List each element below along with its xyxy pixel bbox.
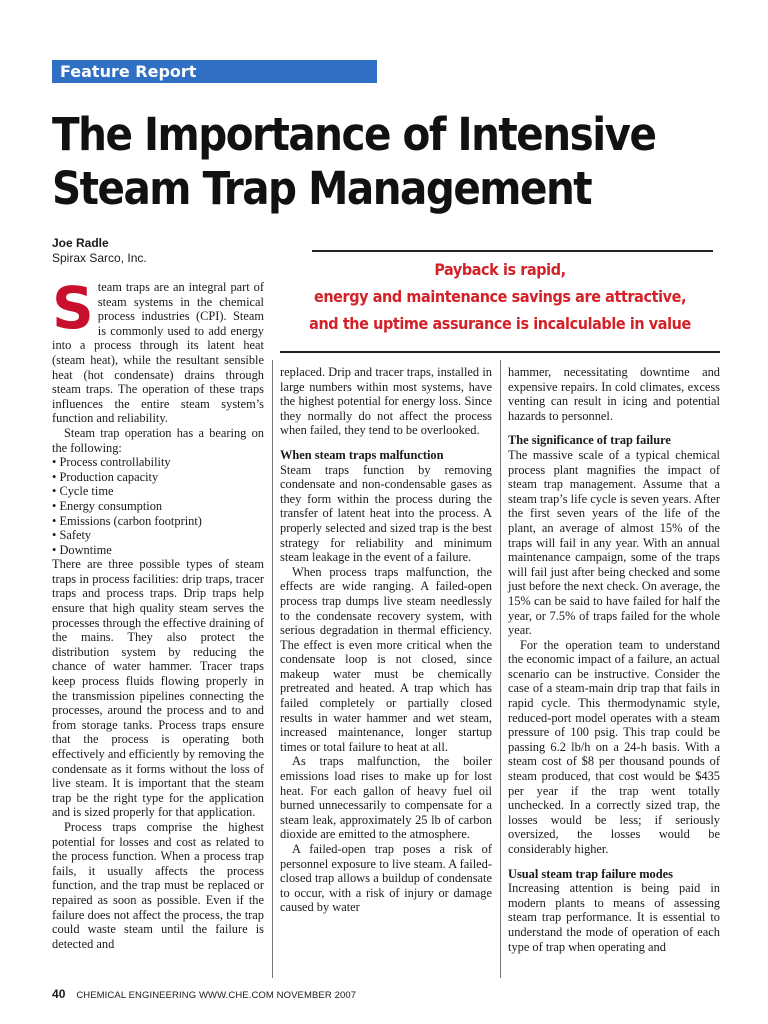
col3-paragraph-1: hammer, necessitating downtime and expensive repairs. In cold climates, excess venting can result in icing and potential hazards to personnel.	[508, 365, 720, 423]
article-title	[52, 108, 742, 216]
section-heading: The significance of trap failure	[508, 433, 671, 448]
page-number: 40	[52, 987, 66, 1001]
drop-cap: S	[52, 274, 94, 342]
author-name: Joe Radle	[52, 236, 109, 250]
deck-line-2: energy and maintenance savings are attractive,	[313, 287, 687, 306]
deck-line-1: Payback is rapid,	[434, 260, 566, 279]
title-line-2: Steam Trap Management	[52, 162, 592, 215]
column-3	[508, 365, 720, 954]
byline	[52, 236, 147, 266]
deck	[288, 256, 712, 337]
section-heading: Usual steam trap failure modes	[508, 866, 673, 881]
col1-paragraph-3: There are three possible types of steam traps in process facilities: drip traps, tracer traps and process traps. Drip traps help ensure that high quality steam serves the processes through the effective draining of the mains. They also protect the distribution system by reducing the chance of water hammer. Tracer traps keep process fluids flowing properly in the transmission pipelines connecting the processes, around the process and to and from storage tanks. Process traps ensure that the process is operating both effectively and efficiently by removing the condensate as it forms without the loss of live steam. It is important that the steam trap be the right type for the application and is sized properly for that application.	[52, 557, 264, 820]
list-item: • Production capacity	[52, 470, 264, 485]
list-item: • Cycle time	[52, 484, 264, 499]
col1-paragraph-2: Steam trap operation has a bearing on the following:	[52, 425, 264, 455]
list-item: • Emissions (carbon footprint)	[52, 514, 264, 529]
col3-paragraph-3: For the operation team to understand the economic impact of a failure, an actual scenario can be instructive. Consider the case of a steam-main drip trap that fails in rapid cycle. This thermodynamic style, reduced-port model operates with a steam pressure of 100 psig. This trap could be passing 6.2 lb/h on a 24-h basis. With a steam cost of $8 per thousand pounds of steam produced, that cost would be $435 per year if the trap went totally unchecked. In a correctly sized trap, the losses would be less; if seriously oversized, the losses would be considerably higher.	[508, 637, 720, 856]
section-heading: When steam traps malfunction	[280, 447, 444, 462]
author-org: Spirax Sarco, Inc.	[52, 251, 147, 265]
col2-paragraph-2: Steam traps function by removing condensate and non-condensable gases as they form within the process during the transfer of latent heat into the process. A properly selected and sized trap is the best strategy for reliability and minimum steam leakage in the event of a failure.	[280, 462, 492, 565]
title-line-1: The Importance of Intensive	[52, 108, 656, 161]
list-item: • Process controllability	[52, 455, 264, 470]
col2-paragraph-4: As traps malfunction, the boiler emissions load rises to make up for lost heat. For each gallon of heavy fuel oil burned unnecessarily to compensate for a steam leak, approximately 25 lb of carbon dioxide are emitted to the atmosphere.	[280, 754, 492, 842]
list-item: • Downtime	[52, 543, 264, 558]
publication-info: CHEMICAL ENGINEERING WWW.CHE.COM NOVEMBER 2007	[76, 990, 357, 1001]
deck-rule-top	[312, 250, 713, 252]
column-1	[52, 274, 264, 951]
col3-paragraph-2: The massive scale of a typical chemical process plant magnifies the impact of steam trap management. Assume that a steam trap’s life cycle is seven years. After the first seven years of the life of the plant, an average of almost 15% of the traps will fail in any year. With an annual maintenance campaign, some of the traps will fail just after being checked and some just before the next check. On average, the 15% can be said to have failed for half the year, or 7.5% of traps failed for the whole year.	[508, 447, 720, 638]
column-divider	[500, 360, 501, 978]
page-footer	[52, 987, 356, 1001]
col1-paragraph-1: team traps are an integral part of steam systems in the chemical process industries (CPI). Steam is commonly used to add energy into a process through its latent heat (steam heat), while the resultant sensible heat (hot condensate) drains through steam traps. The operation of these traps influences the entire steam system’s function and reliability.	[52, 280, 264, 426]
col3-paragraph-4: Increasing attention is being paid in modern plants to means of assessing steam trap performance. It is essential to understand the mode of operation of each type of trap when operating and	[508, 881, 720, 954]
list-item: • Safety	[52, 528, 264, 543]
col2-paragraph-3: When process traps malfunction, the effects are wide ranging. A failed-open process trap dumps live steam needlessly to the condensate recovery system, with serious degradation in thermal efficiency. The effect is even more critical when the condensate loop is not closed, since makeup water must be chemically pretreated and heated. A trap which has failed completely or partially closed results in water hammer and wet steam, increased maintenance, longer startup times or total failure to heat at all.	[280, 564, 492, 754]
list-item: • Energy consumption	[52, 499, 264, 514]
deck-line-3: and the uptime assurance is incalculable in value	[309, 314, 691, 333]
col1-paragraph-4: Process traps comprise the highest potential for losses and cost as related to the process function. When a process trap fails, it usually affects the process function, and the trap must be replaced or repaired as soon as possible. Even if the failure does not affect the process, the trap could waste steam until the failure is detected and	[52, 819, 264, 951]
col2-paragraph-1: replaced. Drip and tracer traps, installed in large numbers within most systems, have the highest potential for energy loss. Since they normally do not affect the process when failed, they tend to be overlooked.	[280, 365, 492, 438]
impact-list	[52, 455, 264, 557]
deck-rule-bottom	[280, 351, 720, 353]
column-2	[280, 365, 492, 915]
col2-paragraph-5: A failed-open trap poses a risk of personnel exposure to live steam. A failed-closed trap allows a buildup of condensate to occur, with a risk of injury or damage caused by water	[280, 842, 492, 915]
column-divider	[272, 360, 273, 978]
section-banner: Feature Report	[52, 60, 377, 83]
